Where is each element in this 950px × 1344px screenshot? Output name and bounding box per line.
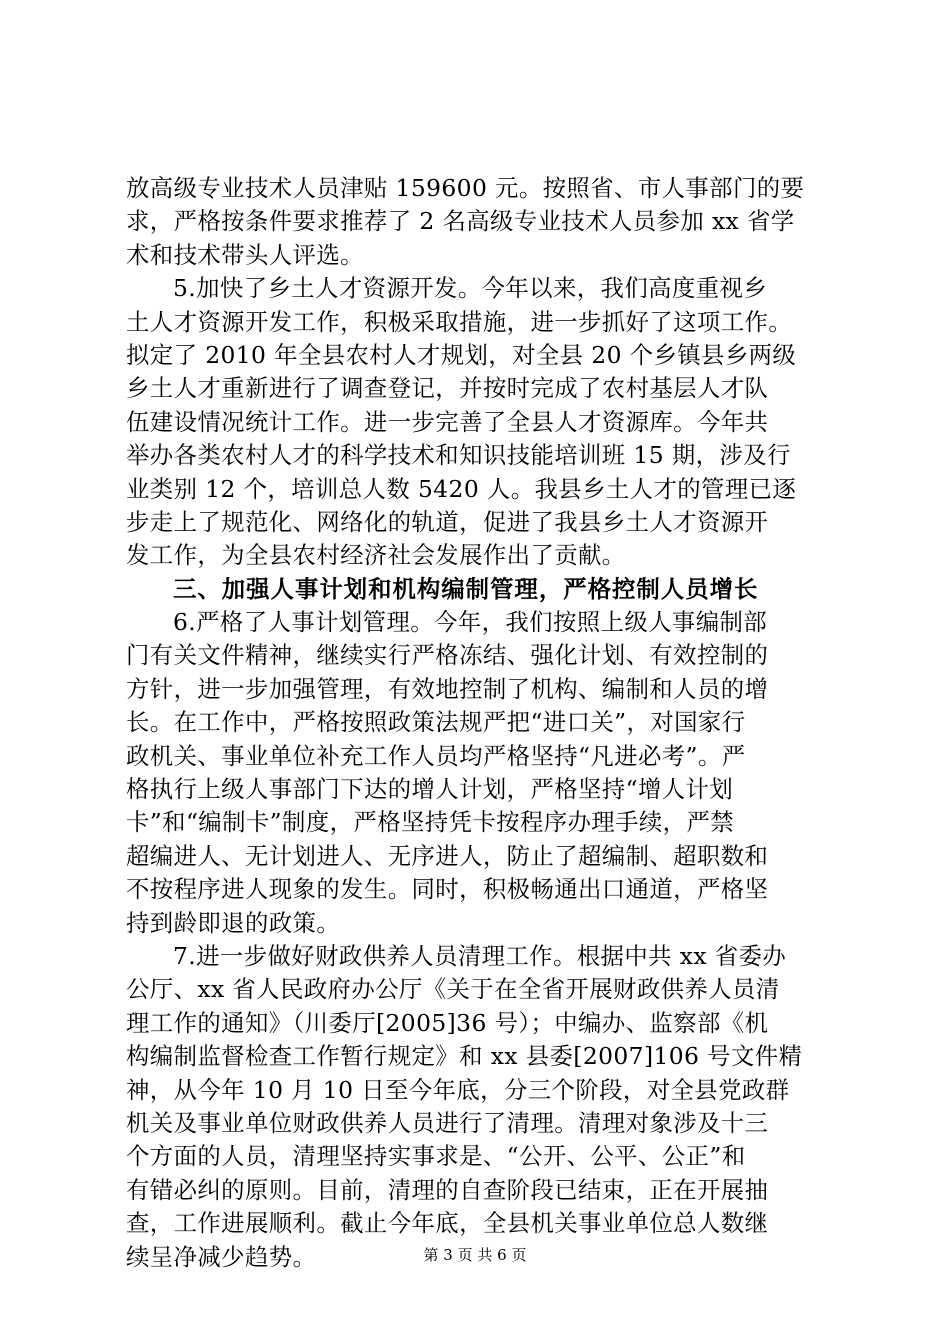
paragraph-line: 公厅、xx 省人民政府办公厅《关于在全省开展财政供养人员清 xyxy=(126,975,780,1004)
paragraph-line: 方针，进一步加强管理，有效地控制了机构、编制和人员的增 xyxy=(126,674,769,703)
paragraph-line: 理工作的通知》（川委厅[2005]36 号）；中编办、监察部《机 xyxy=(126,1008,769,1037)
paragraph-line: 术和技术带头人评选。 xyxy=(126,240,364,269)
paragraph-line: 乡土人才重新进行了调查登记，并按时完成了农村基层人才队 xyxy=(126,374,769,403)
paragraph-line: 政机关、事业单位补充工作人员均严格坚持“凡进必考”。严 xyxy=(126,741,746,770)
paragraph-line: 个方面的人员，清理坚持实事求是、“公开、公平、公正”和 xyxy=(126,1142,746,1171)
paragraph-line: 超编进人、无计划进人、无序进人，防止了超编制、超职数和 xyxy=(126,841,769,870)
paragraph-line: 步走上了规范化、网络化的轨道，促进了我县乡土人才资源开 xyxy=(126,507,769,536)
paragraph-line: 举办各类农村人才的科学技术和知识技能培训班 15 期，涉及行 xyxy=(126,441,791,470)
paragraph-line: 查，工作进展顺利。截止今年底，全县机关事业单位总人数继 xyxy=(126,1209,769,1238)
paragraph-line: 7.进一步做好财政供养人员清理工作。根据中共 xx 省委办 xyxy=(173,941,787,970)
paragraph-line: 续呈净减少趋势。 xyxy=(126,1242,317,1271)
paragraph-line: 放高级专业技术人员津贴 159600 元。按照省、市人事部门的要 xyxy=(126,174,805,202)
paragraph-line: 拟定了 2010 年全县农村人才规划，对全县 20 个乡镇县乡两级 xyxy=(126,340,797,369)
paragraph-line: 土人才资源开发工作，积极采取措施，进一步抓好了这项工作。 xyxy=(126,307,793,336)
paragraph-line: 格执行上级人事部门下达的增人计划，严格坚持“增人计划 xyxy=(126,775,734,804)
document-body xyxy=(126,172,826,1274)
paragraph-line: 卡”和“编制卡”制度，严格坚持凭卡按程序办理手续，严禁 xyxy=(126,808,735,837)
section-heading: 三、加强人事计划和机构编制管理，严格控制人员增长 xyxy=(173,574,759,603)
paragraph-line: 业类别 12 个，培训总人数 5420 人。我县乡土人才的管理已逐 xyxy=(126,474,797,503)
paragraph-line: 门有关文件精神，继续实行严格冻结、强化计划、有效控制的 xyxy=(126,641,769,670)
page-number-label: 第 3 页 共 6 页 xyxy=(423,1246,527,1264)
paragraph-line: 发工作，为全县农村经济社会发展作出了贡献。 xyxy=(126,541,626,570)
paragraph-line: 持到龄即退的政策。 xyxy=(126,908,341,937)
paragraph-line: 机关及事业单位财政供养人员进行了清理。清理对象涉及十三 xyxy=(126,1108,769,1137)
paragraph-line: 有错必纠的原则。目前，清理的自查阶段已结束，正在开展抽 xyxy=(126,1175,769,1204)
paragraph-line: 伍建设情况统计工作。进一步完善了全县人才资源库。今年共 xyxy=(126,407,769,436)
paragraph-line: 不按程序进人现象的发生。同时，积极畅通出口通道，严格坚 xyxy=(126,875,769,904)
paragraph-line: 求，严格按条件要求推荐了 2 名高级专业技术人员参加 xx 省学 xyxy=(126,207,795,236)
paragraph-line: 构编制监督检查工作暂行规定》和 xx 县委[2007]106 号文件精 xyxy=(126,1042,803,1071)
paragraph-line: 5.加快了乡土人才资源开发。今年以来，我们高度重视乡 xyxy=(173,274,768,303)
paragraph-line: 6.严格了人事计划管理。今年，我们按照上级人事编制部 xyxy=(173,608,768,637)
paragraph-line: 神，从今年 10 月 10 日至今年底，分三个阶段，对全县党政群 xyxy=(126,1075,790,1104)
paragraph-line: 长。在工作中，严格按照政策法规严把“进口关”，对国家行 xyxy=(126,708,746,737)
page-footer xyxy=(0,1245,950,1265)
